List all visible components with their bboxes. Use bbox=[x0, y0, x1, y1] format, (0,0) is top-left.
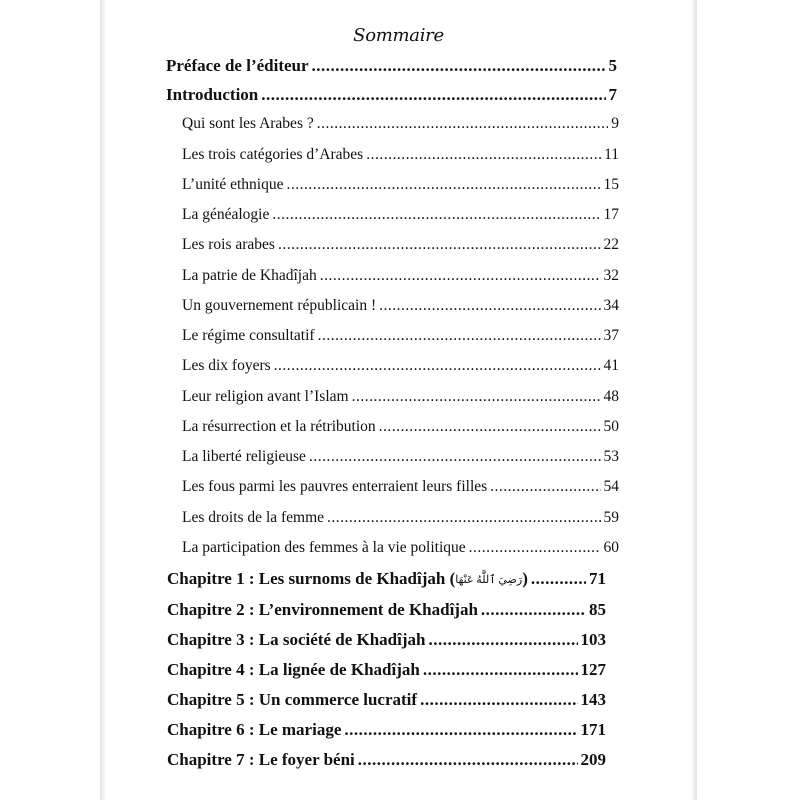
dot-leader bbox=[318, 327, 601, 344]
toc-entry-label: Un gouvernement républicain ! bbox=[182, 297, 377, 314]
toc-page-number: 127 bbox=[580, 660, 606, 679]
page-title: Sommaire bbox=[353, 25, 444, 46]
toc-entry-chapter-6[interactable] bbox=[167, 720, 606, 740]
toc-entry-section[interactable] bbox=[182, 267, 619, 285]
toc-page-number: 50 bbox=[603, 418, 619, 435]
dot-leader bbox=[317, 115, 609, 132]
dot-leader bbox=[469, 539, 601, 556]
toc-entry-chapter-5[interactable] bbox=[167, 690, 606, 710]
toc-page-number: 71 bbox=[589, 569, 606, 588]
toc-page-number: 7 bbox=[608, 85, 617, 104]
dot-leader bbox=[428, 630, 577, 649]
toc-page-number: 17 bbox=[603, 206, 619, 223]
toc-page-number: 60 bbox=[603, 539, 619, 556]
toc-entry-label: Qui sont les Arabes ? bbox=[182, 115, 314, 132]
dot-leader bbox=[481, 600, 586, 619]
toc-entry-label: Chapitre 7 : Le foyer béni bbox=[167, 750, 355, 769]
dot-leader bbox=[423, 660, 578, 679]
dot-leader bbox=[312, 56, 606, 75]
toc-page-number: 15 bbox=[603, 176, 619, 193]
toc-entry-label: La liberté religieuse bbox=[182, 448, 306, 465]
toc-entry-section[interactable] bbox=[182, 176, 619, 194]
toc-entry-label: Les dix foyers bbox=[182, 357, 271, 374]
dot-leader bbox=[531, 569, 586, 588]
dot-leader bbox=[278, 236, 601, 253]
dot-leader bbox=[327, 509, 600, 526]
toc-entry-section[interactable] bbox=[182, 539, 619, 557]
dot-leader bbox=[379, 418, 601, 435]
toc-entry-label: Les droits de la femme bbox=[182, 509, 325, 526]
toc-page-number: 85 bbox=[589, 600, 606, 619]
chapter-title-end: ) bbox=[522, 569, 528, 588]
dot-leader bbox=[286, 176, 600, 193]
toc-page-number: 59 bbox=[603, 509, 619, 526]
toc-entry-preface[interactable] bbox=[166, 56, 617, 76]
dot-leader bbox=[352, 388, 601, 405]
toc-entry-label: Les fous parmi les pauvres enterraient leurs filles bbox=[182, 478, 488, 495]
dot-leader bbox=[358, 750, 578, 769]
toc-entry-section[interactable] bbox=[182, 509, 619, 527]
dot-leader bbox=[274, 357, 601, 374]
toc-page-number: 11 bbox=[604, 146, 619, 163]
toc-entry-section[interactable] bbox=[182, 418, 619, 436]
toc-entry-label: Préface de l’éditeur bbox=[166, 56, 309, 75]
toc-page-number: 143 bbox=[580, 690, 606, 709]
toc-entry-section[interactable] bbox=[182, 115, 619, 133]
toc-entry-label: La patrie de Khadîjah bbox=[182, 267, 317, 284]
toc-entry-label: Introduction bbox=[166, 85, 259, 104]
toc-page-number: 32 bbox=[603, 267, 619, 284]
toc-entry-label: Leur religion avant l’Islam bbox=[182, 388, 349, 405]
toc-entry-section[interactable] bbox=[182, 388, 619, 406]
toc-entry-label: Chapitre 6 : Le mariage bbox=[167, 720, 342, 739]
toc-entry-label: Chapitre 3 : La société de Khadîjah bbox=[167, 630, 426, 649]
dot-leader bbox=[366, 146, 601, 163]
toc-page-number: 53 bbox=[603, 448, 619, 465]
toc-page-number: 171 bbox=[580, 720, 606, 739]
page-edge-right bbox=[691, 0, 697, 800]
book-page bbox=[106, 0, 691, 800]
toc-entry-label: Chapitre 5 : Un commerce lucratif bbox=[167, 690, 418, 709]
toc-page-number: 41 bbox=[603, 357, 619, 374]
dot-leader bbox=[320, 267, 601, 284]
toc-entry-section[interactable] bbox=[182, 236, 619, 254]
toc-entry-label: Les rois arabes bbox=[182, 236, 275, 253]
toc-page-number: 9 bbox=[611, 115, 619, 132]
toc-entry-section[interactable] bbox=[182, 146, 619, 164]
dot-leader bbox=[344, 720, 577, 739]
toc-entry-chapter-1[interactable] bbox=[167, 569, 606, 589]
toc-entry-chapter-4[interactable] bbox=[167, 660, 606, 680]
dot-leader bbox=[379, 297, 600, 314]
toc-entry-label: Chapitre 2 : L’environnement de Khadîjah bbox=[167, 600, 478, 619]
toc-entry-section[interactable] bbox=[182, 297, 619, 315]
dot-leader bbox=[272, 206, 600, 223]
toc-entry-section[interactable] bbox=[182, 206, 619, 224]
dot-leader bbox=[261, 85, 605, 104]
toc-page-number: 37 bbox=[603, 327, 619, 344]
toc-page-number: 54 bbox=[603, 478, 619, 495]
toc-entry-section[interactable] bbox=[182, 327, 619, 345]
toc-entry-label: La participation des femmes à la vie politique bbox=[182, 539, 466, 556]
chapter-title: Chapitre 1 : Les surnoms de Khadîjah ( bbox=[167, 569, 456, 588]
dot-leader bbox=[309, 448, 601, 465]
arabic-honorific: رَضِيَ ٱللَّٰهُ عَنْهَا bbox=[455, 574, 523, 586]
toc-entry-chapter-2[interactable] bbox=[167, 600, 606, 620]
toc-entry-label: Chapitre 4 : La lignée de Khadîjah bbox=[167, 660, 420, 679]
toc-entry-label: La résurrection et la rétribution bbox=[182, 418, 376, 435]
toc-page-number: 48 bbox=[603, 388, 619, 405]
dot-leader bbox=[490, 478, 600, 495]
toc-page-number: 5 bbox=[608, 56, 617, 75]
toc-entry-label: Les trois catégories d’Arabes bbox=[182, 146, 364, 163]
toc-page-number: 103 bbox=[580, 630, 606, 649]
toc-entry-label: L’unité ethnique bbox=[182, 176, 284, 193]
toc-entry-section[interactable] bbox=[182, 478, 619, 496]
toc-page-number: 34 bbox=[603, 297, 619, 314]
toc-page-number: 22 bbox=[603, 236, 619, 253]
toc-page-number: 209 bbox=[580, 750, 606, 769]
toc-entry-chapter-7[interactable] bbox=[167, 750, 606, 770]
toc-entry-section[interactable] bbox=[182, 357, 619, 375]
toc-entry-section[interactable] bbox=[182, 448, 619, 466]
toc-entry-chapter-3[interactable] bbox=[167, 630, 606, 650]
toc-entry-label bbox=[167, 569, 528, 589]
toc-entry-label: La généalogie bbox=[182, 206, 270, 223]
toc-entry-introduction[interactable] bbox=[166, 85, 617, 105]
dot-leader bbox=[420, 690, 577, 709]
toc-entry-label: Le régime consultatif bbox=[182, 327, 315, 344]
